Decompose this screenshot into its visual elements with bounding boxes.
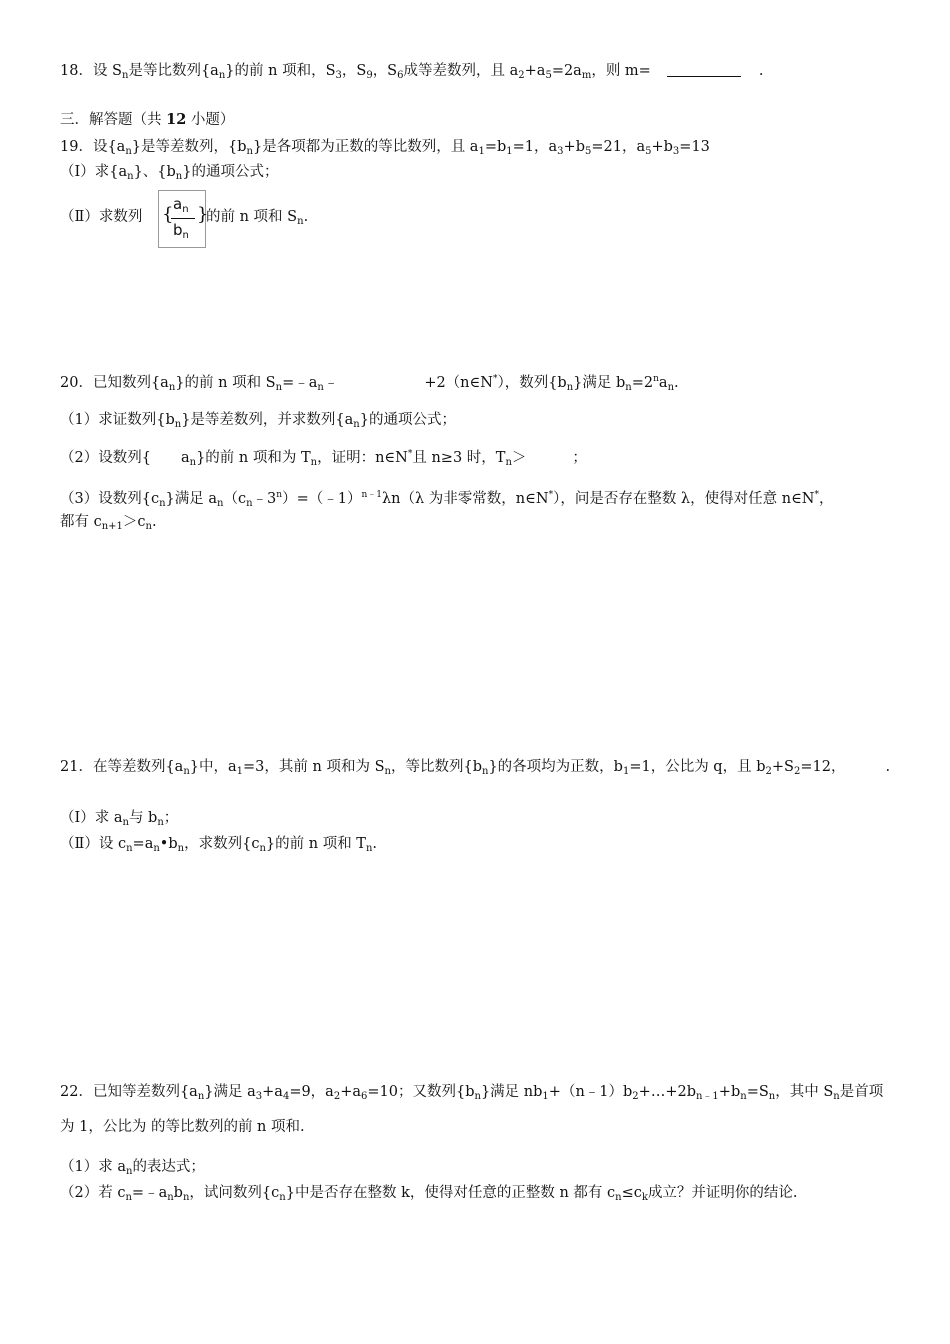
text: =﹣a xyxy=(282,375,318,391)
text: 的表达式； xyxy=(132,1159,205,1175)
text: =13 xyxy=(679,139,710,155)
text: （1）求 a xyxy=(60,1159,126,1175)
sub: n xyxy=(275,382,283,393)
text: （c xyxy=(223,491,247,507)
text: （3）设数列{c xyxy=(60,491,160,507)
text: 成立？并证明你的结论. xyxy=(647,1185,798,1201)
text: =9，a xyxy=(289,1084,334,1100)
sup: * xyxy=(548,490,554,500)
text: 21．在等差数列{a xyxy=(60,759,184,775)
text: 为 1，公比为 的等比数列的前 n 项和. xyxy=(60,1119,305,1135)
text: ﹣3 xyxy=(252,491,277,507)
sub: n xyxy=(667,382,675,393)
text: . xyxy=(758,63,764,79)
text: +（n﹣1）b xyxy=(548,1084,633,1100)
text: =1，a xyxy=(512,139,558,155)
question-19-part-2a xyxy=(60,207,142,227)
text: ＞c xyxy=(122,514,146,530)
sub: n xyxy=(175,171,183,182)
text: }的通项公式； xyxy=(182,164,279,180)
text: ≤c xyxy=(621,1185,642,1201)
text: ，等比数列{b xyxy=(390,759,482,775)
text: ，S xyxy=(372,63,398,79)
sub: n xyxy=(126,843,133,854)
text: . xyxy=(303,209,309,225)
text: ﹣ xyxy=(323,375,339,391)
question-21-part-1 xyxy=(60,808,178,833)
sub: n xyxy=(182,230,189,241)
sub: n xyxy=(615,1192,622,1203)
question-19-part-1 xyxy=(60,162,278,187)
text: b xyxy=(173,1185,183,1201)
text: （Ⅱ）设 c xyxy=(60,836,127,852)
text: 成等差数列，且 a xyxy=(403,63,519,79)
question-20 xyxy=(60,369,679,398)
text: 的前 n 项和 S xyxy=(206,209,298,225)
sub: n xyxy=(384,766,391,777)
text: =21，a xyxy=(591,139,646,155)
text: =1，公比为 q，且 b xyxy=(629,759,766,775)
fraction-image xyxy=(158,190,209,248)
text: 是首项 xyxy=(839,1084,884,1100)
text: 20．已知数列{a xyxy=(60,375,169,391)
sub: 9 xyxy=(366,70,373,81)
text: （Ⅰ）求 a xyxy=(60,810,123,826)
question-21-part-2 xyxy=(60,834,377,859)
text: （1）求证数列{b xyxy=(60,412,175,428)
text: （Ⅱ）求数列 xyxy=(60,209,143,225)
sub: 5 xyxy=(645,146,652,157)
sub: n xyxy=(182,204,189,215)
sub: 1 xyxy=(506,146,513,157)
text: 18．设 S xyxy=(60,63,122,79)
fraction-numerator xyxy=(173,195,189,215)
text: }中是否存在整数 k，使得对任意的正整数 n 都有 c xyxy=(285,1185,616,1201)
left-brace: { xyxy=(162,204,174,225)
text: +a xyxy=(262,1084,283,1100)
question-count: 12 xyxy=(166,111,187,128)
sub: 6 xyxy=(361,1091,368,1102)
sub: 3 xyxy=(672,146,680,157)
text: }满足 a xyxy=(204,1084,256,1100)
text: ＞ xyxy=(511,450,527,466)
sub: 1 xyxy=(478,146,485,157)
sub: n xyxy=(279,1192,286,1203)
sub: 5 xyxy=(584,146,592,157)
sub: n xyxy=(317,382,324,393)
sub: n xyxy=(833,1091,840,1102)
sub: n xyxy=(310,457,318,468)
question-18 xyxy=(60,61,763,86)
text: ，则 m= xyxy=(591,63,651,79)
sub: n xyxy=(246,146,253,157)
question-19 xyxy=(60,137,710,162)
sub: n xyxy=(566,382,574,393)
text: }是各项都为正数的等比数列，且 a xyxy=(252,139,479,155)
sub: n xyxy=(189,457,197,468)
sub: n xyxy=(481,766,489,777)
text: . xyxy=(885,759,891,775)
question-22-part-2 xyxy=(60,1183,798,1208)
sub: 4 xyxy=(282,1091,290,1102)
sub: n xyxy=(297,216,304,227)
sub: n xyxy=(168,382,176,393)
text: +…+2b xyxy=(638,1084,696,1100)
text: 小题） xyxy=(186,112,235,128)
text: ），数列{b xyxy=(497,375,567,391)
text: . xyxy=(372,836,378,852)
text: =b xyxy=(484,139,507,155)
text: ，求数列{c xyxy=(184,836,260,852)
sub: n xyxy=(174,419,182,430)
sub: n﹣1 xyxy=(695,1091,719,1102)
sub: n xyxy=(217,498,224,509)
sub: n xyxy=(365,843,373,854)
text: =2 xyxy=(631,375,654,391)
text: ； xyxy=(163,810,179,826)
sub: n xyxy=(159,498,166,509)
text: ，其中 S xyxy=(775,1084,834,1100)
sub: n xyxy=(145,521,152,532)
sub: n xyxy=(153,843,160,854)
section-header xyxy=(60,110,234,130)
text: }满足 a xyxy=(165,491,218,507)
text: +2（n∈N xyxy=(424,375,493,391)
sup: n xyxy=(653,374,659,384)
sub: 3 xyxy=(255,1091,263,1102)
sub: 6 xyxy=(397,70,404,81)
text: 且 n≥3 时，T xyxy=(412,450,506,466)
sub: n xyxy=(157,817,164,828)
text: ，S xyxy=(341,63,367,79)
question-20-part-3-cont xyxy=(60,512,157,537)
sub: n+1 xyxy=(101,521,123,532)
answer-blank xyxy=(667,62,741,77)
fraction-bar xyxy=(171,218,195,219)
sub: n xyxy=(246,498,253,509)
sub: k xyxy=(641,1192,648,1203)
sub: n xyxy=(259,843,266,854)
sub: 1 xyxy=(236,766,244,777)
question-22-part-1 xyxy=(60,1157,205,1182)
question-22 xyxy=(60,1082,883,1107)
text: +S xyxy=(771,759,794,775)
sub: n xyxy=(218,70,226,81)
sub: n xyxy=(625,382,632,393)
text: 22．已知等差数列{a xyxy=(60,1084,198,1100)
sup: n﹣1 xyxy=(361,490,382,500)
sup: * xyxy=(814,490,819,500)
text: •b xyxy=(159,836,178,852)
question-20-part-3 xyxy=(60,485,834,514)
text: +b xyxy=(651,139,673,155)
text: b xyxy=(173,221,183,239)
question-22-line-2 xyxy=(60,1117,305,1137)
text: a xyxy=(658,375,668,391)
text: }的通项公式； xyxy=(359,412,456,428)
sub: n xyxy=(474,1091,481,1102)
sub: n xyxy=(127,171,134,182)
text: =12， xyxy=(800,759,846,775)
text: ，证明：n∈N xyxy=(317,450,408,466)
sub: 2 xyxy=(333,1091,341,1102)
sub: n xyxy=(125,146,132,157)
text: }是等差数列，{b xyxy=(131,139,247,155)
text: }满足 b xyxy=(573,375,626,391)
text: ， xyxy=(819,491,834,507)
sub: n xyxy=(197,1091,205,1102)
text: =﹣a xyxy=(131,1185,168,1201)
text: 19．设{a xyxy=(60,139,126,155)
sub: n xyxy=(183,766,190,777)
text: . xyxy=(674,375,679,391)
text: （2）设数列{ xyxy=(60,450,151,466)
sub: 2 xyxy=(765,766,772,777)
text: 都有 c xyxy=(60,514,102,530)
sub: 5 xyxy=(545,70,552,81)
text: }满足 nb xyxy=(480,1084,543,1100)
sub: n xyxy=(125,1192,132,1203)
sub: 1 xyxy=(542,1091,549,1102)
text: +a xyxy=(524,63,546,79)
sub: n xyxy=(122,70,129,81)
text: =3，其前 n 项和为 S xyxy=(243,759,385,775)
text: }中，a xyxy=(189,759,237,775)
text: =a xyxy=(132,836,154,852)
text: }的前 n 项和 S xyxy=(175,375,276,391)
sup: n xyxy=(276,490,283,500)
question-20-part-2 xyxy=(60,444,587,473)
sub: n xyxy=(740,1091,747,1102)
sup: * xyxy=(492,374,498,384)
sub: n xyxy=(177,843,185,854)
text: ； xyxy=(572,450,587,466)
sub: 3 xyxy=(557,146,564,157)
text: ）=（﹣1） xyxy=(282,491,362,507)
sub: n xyxy=(125,1166,133,1177)
text: a xyxy=(180,450,190,466)
text: }的前 n 项和 T xyxy=(265,836,366,852)
right-brace: } xyxy=(197,204,209,225)
text: }的前 n 项和，S xyxy=(225,63,336,79)
sub: 2 xyxy=(632,1091,639,1102)
sub: n xyxy=(122,817,129,828)
text: }、{b xyxy=(133,164,176,180)
sub: 2 xyxy=(518,70,525,81)
text: 是等比数列{a xyxy=(128,63,219,79)
text: a xyxy=(173,195,183,213)
fraction-denominator xyxy=(173,221,189,241)
text: （2）若 c xyxy=(60,1185,126,1201)
text: 三．解答题（共 xyxy=(60,112,167,128)
sub: 2 xyxy=(793,766,801,777)
sub: 3 xyxy=(335,70,342,81)
sub: n xyxy=(505,457,512,468)
text: +a xyxy=(340,1084,362,1100)
text: +b xyxy=(718,1084,741,1100)
text: }是等差数列，并求数列{a xyxy=(181,412,354,428)
sub: m xyxy=(581,70,592,81)
text: . xyxy=(152,514,157,530)
text: ），问是否存在整数 λ，使得对任意 n∈N xyxy=(553,491,815,507)
sup: * xyxy=(407,449,413,459)
text: =S xyxy=(746,1084,769,1100)
sub: n xyxy=(167,1192,174,1203)
text: }的前 n 项和为 T xyxy=(196,450,311,466)
question-20-part-1 xyxy=(60,410,456,435)
text: }的各项均为正数，b xyxy=(488,759,623,775)
sub: 1 xyxy=(622,766,630,777)
question-21 xyxy=(60,757,890,782)
text: 与 b xyxy=(128,810,158,826)
sub: n xyxy=(182,1192,190,1203)
question-19-part-2b xyxy=(206,207,308,232)
text: λn（λ 为非零常数，n∈N xyxy=(381,491,549,507)
text: ，试问数列{c xyxy=(189,1185,280,1201)
sub: n xyxy=(353,419,360,430)
text: +b xyxy=(563,139,585,155)
text: （Ⅰ）求{a xyxy=(60,164,128,180)
text: =10；又数列{b xyxy=(367,1084,475,1100)
sub: n xyxy=(768,1091,776,1102)
text: =2a xyxy=(551,63,582,79)
